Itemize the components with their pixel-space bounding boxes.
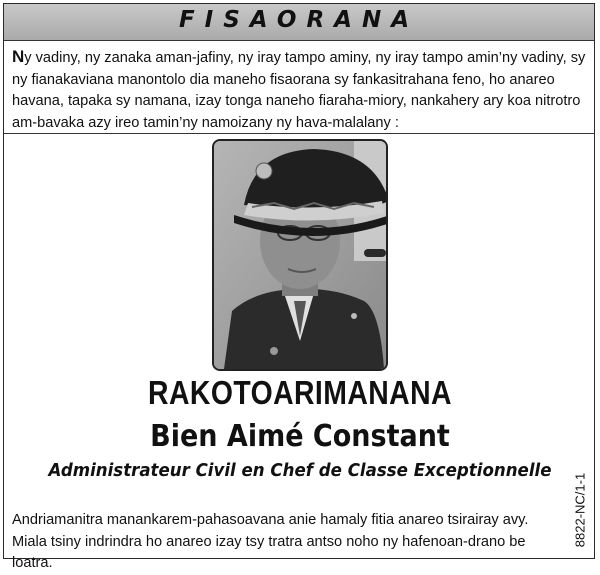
portrait-photo	[212, 139, 388, 371]
closing-line: Miala tsiny indrindra ho anareo izay tsy tratra antso noho ny hafenoan-drano be loatra.	[12, 533, 526, 571]
header-title: FISAORANA	[178, 7, 420, 33]
intro-first-letter: N	[12, 47, 25, 66]
intro-text: y vadiny, ny zanaka aman-jafiny, ny iray tampo aminy, ny iray tampo amin’ny vadiny, sy ny fianakaviana manontolo dia maneho fisaorana sy fankasitrahana feno, ho anareo havana, tapaka sy namana, izay tonga naneho fiaraha-miory, nankahery ary koa nitrotro am-bavaka azy ireo tamin’ny namoizany ny hava-malalany :	[12, 50, 586, 131]
deceased-title: Administrateur Civil en Chef de Classe Exceptionnelle	[48, 461, 552, 481]
reference-code	[566, 465, 594, 555]
announcement-header	[4, 4, 594, 41]
reference-code-text: 8822-NC/1-1	[572, 472, 588, 548]
deceased-surname: RAKOTOARIMANANA	[148, 374, 452, 411]
deceased-given-names: Bien Aimé Constant	[150, 419, 450, 454]
closing-line: Andriamanitra manankarem-pahasoavana anie hamaly fitia anareo tsirairay avy.	[12, 512, 529, 528]
closing-paragraph	[12, 510, 552, 575]
intro-paragraph	[12, 46, 590, 134]
section-divider	[4, 133, 594, 134]
